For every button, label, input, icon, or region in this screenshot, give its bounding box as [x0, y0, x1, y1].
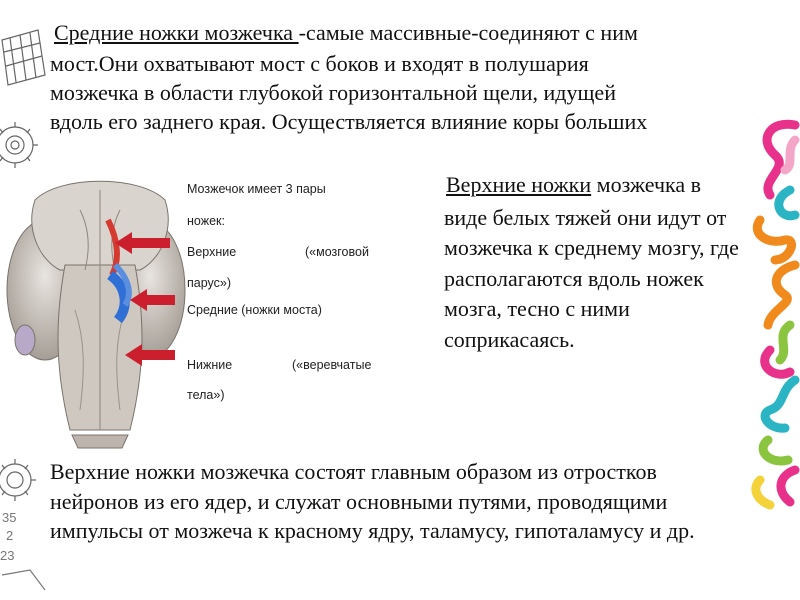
label-upper-note-2: парус»): [187, 276, 232, 290]
scribble-number-1: 35: [2, 510, 17, 525]
cerebellum-figure: [0, 170, 405, 455]
top-paragraph-text: -самые массивные-соединяют с ним мост.Они охватывают мост с боков и входят в полушария мозжечка в области глубокой горизонтальной щели, идущей вдоль его заднего края. Осуществляется влияние коры больших: [50, 20, 648, 134]
scribble-number-2: 2: [6, 528, 14, 543]
label-lower-note-2: тела»): [187, 388, 225, 402]
label-middle: Средние (ножки моста): [187, 303, 322, 317]
label-lower: Нижние: [187, 358, 233, 372]
right-paragraph-text: мозжечка в виде белых тяжей они идут от мозжечка к среднему мозгу, где располагаются вдоль ножек мозга, тесно с ними соприкасаясь.: [444, 172, 739, 352]
right-paragraph-title: Верхние ножки: [446, 172, 592, 197]
bottom-paragraph: Верхние ножки мозжечка состоят главным образом из отростков нейронов из его ядер, и служат основными путями, проводящими импульсы от мозжеча к красному ядру, таламусу, гипоталамусу и др.: [50, 459, 695, 543]
right-paragraph: [440, 170, 740, 355]
colorful-brain-decoration: [740, 110, 800, 510]
label-upper: Верхние: [187, 245, 237, 259]
top-paragraph-title: Средние ножки мозжечка: [54, 20, 299, 45]
figure-caption-line2: ножек:: [187, 214, 225, 228]
scribble-number-3: 23: [0, 548, 15, 563]
top-paragraph: [50, 18, 660, 176]
label-lower-note: («веревчатые: [292, 358, 372, 372]
label-upper-note: («мозговой: [305, 245, 369, 259]
figure-caption-line1: Мозжечок имеет 3 пары: [187, 182, 326, 196]
